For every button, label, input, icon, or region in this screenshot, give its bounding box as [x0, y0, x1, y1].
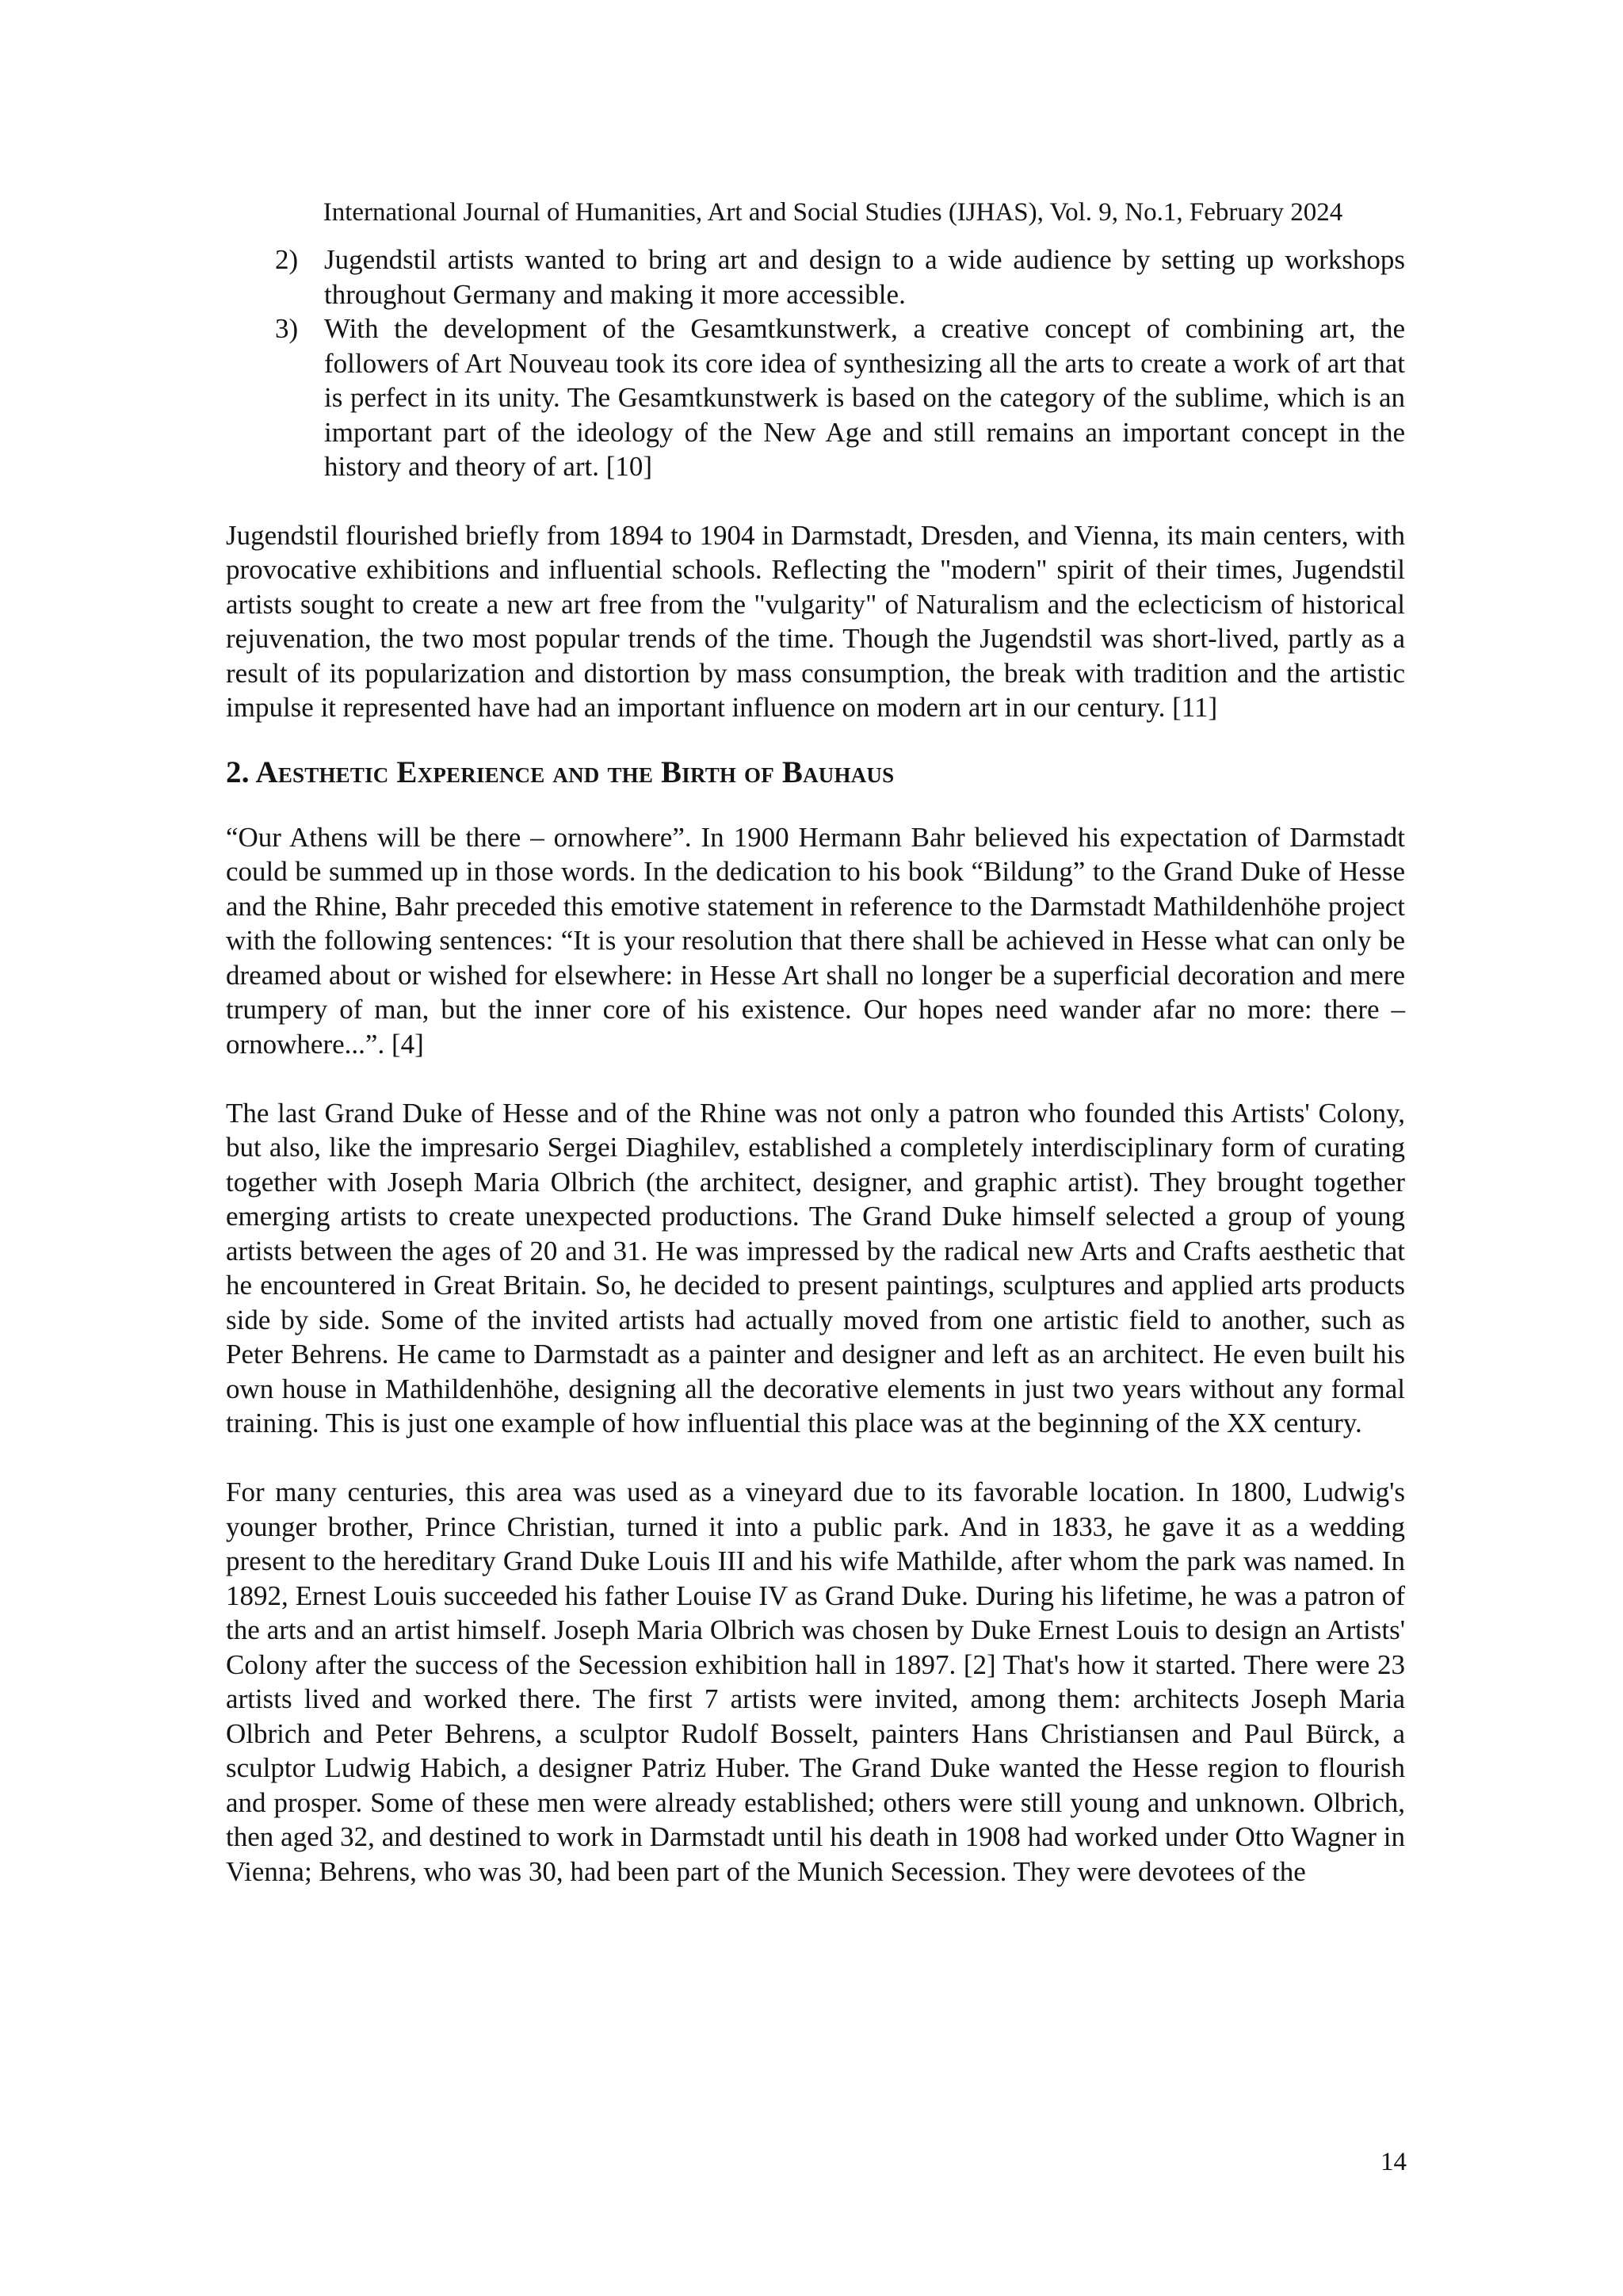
list-item-number: 2) [275, 244, 299, 275]
list-item [226, 243, 1405, 311]
numbered-list [226, 243, 1405, 484]
running-header: International Journal of Humanities, Art and Social Studies (IJHAS), Vol. 9, No.1, February 2024 [323, 198, 1343, 227]
paragraph-athens: “Our Athens will be there – ornowhere”. In 1900 Hermann Bahr believed his expectation of Darmstadt could be summed up in those words. In the dedication to his book “Bildung” to the Grand Duke of Hesse and the Rhine, Bahr preceded this emotive statement in reference to the Darmstadt Mathildenhöhe project with the following sentences: “It is your resolution that there shall be achieved in Hesse what can only be dreamed about or wished for elsewhere: in Hesse Art shall no longer be a superficial decoration and mere trumpery of man, but the inner core of his existence. Our hopes need wander afar no more: there – ornowhere...”. [4] [226, 821, 1405, 1060]
list-item [226, 311, 1405, 484]
list-item-text: Jugendstil artists wanted to bring art and design to a wide audience by setting up workshops throughout Germany and making it more accessible. [324, 244, 1405, 310]
paragraph-grand-duke: The last Grand Duke of Hesse and of the Rhine was not only a patron who founded this Artists' Colony, but also, like the impresario Sergei Diaghilev, established a completely interdisciplinary form of curating together with Joseph Maria Olbrich (the architect, designer, and graphic artist). They brought together emerging artists to create unexpected productions. The Grand Duke himself selected a group of young artists between the ages of 20 and 31. He was impressed by the radical new Arts and Crafts aesthetic that he encountered in Great Britain. So, he decided to present paintings, sculptures and applied arts products side by side. Some of the invited artists had actually moved from one artistic field to another, such as Peter Behrens. He came to Darmstadt as a painter and designer and left as an architect. He even built his own house in Mathildenhöhe, designing all the decorative elements in just two years without any formal training. This is just one example of how influential this place was at the beginning of the XX century. [226, 1097, 1405, 1438]
list-item-number: 3) [275, 313, 299, 344]
list-item-text: With the development of the Gesamtkunstwerk, a creative concept of combining art, the followers of Art Nouveau took its core idea of synthesizing all the arts to create a work of art that is perfect in its unity. The Gesamtkunstwerk is based on the category of the sublime, which is an important part of the ideology of the New Age and still remains an important concept in the history and theory of art. [10] [324, 313, 1405, 482]
page-number: 14 [1381, 2148, 1407, 2176]
page-content [226, 243, 1405, 1889]
paragraph-vineyard: For many centuries, this area was used as a vineyard due to its favorable location. In 1800, Ludwig's younger brother, Prince Christian, turned it into a public park. And in 1833, he gave it as a wedding present to the hereditary Grand Duke Louis III and his wife Mathilde, after whom the park was named. In 1892, Ernest Louis succeeded his father Louise IV as Grand Duke. During his lifetime, he was a patron of the arts and an artist himself. Joseph Maria Olbrich was chosen by Duke Ernest Louis to design an Artists' Colony after the success of the Secession exhibition hall in 1897. [2] That's how it started. There were 23 artists lived and worked there. The first 7 artists were invited, among them: architects Joseph Maria Olbrich and Peter Behrens, a sculptor Rudolf Bosselt, painters Hans Christiansen and Paul Bürck, a sculptor Ludwig Habich, a designer Patriz Huber. The Grand Duke wanted the Hesse region to flourish and prosper. Some of these men were already established; others were still young and unknown. Olbrich, then aged 32, and destined to work in Darmstadt until his death in 1908 had worked under Otto Wagner in Vienna; Behrens, who was 30, had been part of the Munich Secession. They were devotees of the [226, 1477, 1405, 1887]
paragraph-jugendstil: Jugendstil flourished briefly from 1894 to 1904 in Darmstadt, Dresden, and Vienna, its main centers, with provocative exhibitions and influential schools. Reflecting the "modern" spirit of their times, Jugendstil artists sought to create a new art free from the "vulgarity" of Naturalism and the eclecticism of historical rejuvenation, the two most popular trends of the time. Though the Jugendstil was short-lived, partly as a result of its popularization and distortion by mass consumption, the break with tradition and the artistic impulse it represented have had an important influence on modern art in our century. [11] [226, 519, 1405, 723]
section-heading: 2. Aesthetic Experience and the Birth of Bauhaus [226, 755, 895, 789]
